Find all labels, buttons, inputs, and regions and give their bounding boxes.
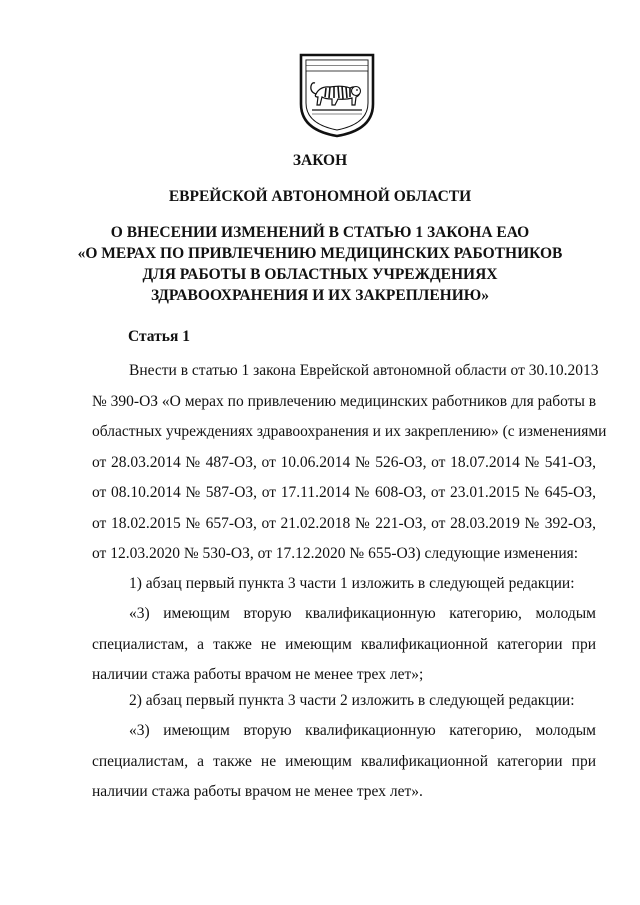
document-type: ЗАКОН bbox=[292, 152, 348, 169]
text-line: Внести в статью 1 закона Еврейской автономной области от 30.10.2013 bbox=[129, 362, 599, 379]
article-heading: Статья 1 bbox=[128, 328, 190, 345]
text-line: № 390-ОЗ «О мерах по привлечению медицинских работников для работы в bbox=[92, 392, 597, 410]
text-line: 1) абзац первый пункта 3 части 1 изложить в следующей редакции: bbox=[129, 575, 575, 592]
text-line: специалистам, а также не имеющим квалификационной категории при bbox=[92, 635, 596, 653]
text-line: наличии стажа работы врачом не менее трех лет»; bbox=[92, 666, 424, 683]
text-line: 2) абзац первый пункта 3 части 2 изложить в следующей редакции: bbox=[129, 692, 575, 709]
text-line: специалистам, а также не имеющим квалификационной категории при bbox=[92, 752, 596, 770]
subject-line: ЗДРАВООХРАНЕНИЯ И ИХ ЗАКРЕПЛЕНИЮ» bbox=[150, 287, 489, 304]
text-line: от 08.10.2014 № 587-ОЗ, от 17.11.2014 № 608-ОЗ, от 23.01.2015 № 645-ОЗ, bbox=[92, 484, 596, 501]
text-line: от 12.03.2020 № 530-ОЗ, от 17.12.2020 № 655-ОЗ) следующие изменения: bbox=[92, 545, 579, 562]
text-line: областных учреждениях здравоохранения и их закреплению» (с изменениями bbox=[92, 423, 607, 440]
subject-line: ДЛЯ РАБОТЫ В ОБЛАСТНЫХ УЧРЕЖДЕНИЯХ bbox=[142, 266, 498, 283]
amendment-quote-1 bbox=[92, 599, 596, 691]
text-line: «3) имеющим вторую квалификационную категорию, молодым bbox=[129, 722, 596, 739]
amendment-item-1 bbox=[92, 569, 596, 600]
region-name: ЕВРЕЙСКОЙ АВТОНОМНОЙ ОБЛАСТИ bbox=[168, 188, 472, 205]
subject-line: «О МЕРАХ ПО ПРИВЛЕЧЕНИЮ МЕДИЦИНСКИХ РАБОТНИКОВ bbox=[77, 245, 563, 262]
text-line: «3) имеющим вторую квалификационную категорию, молодым bbox=[129, 605, 596, 622]
article-intro-paragraph bbox=[92, 356, 607, 570]
text-line: от 18.02.2015 № 657-ОЗ, от 21.02.2018 № 221-ОЗ, от 28.03.2019 № 392-ОЗ, bbox=[92, 514, 596, 532]
subject-line: О ВНЕСЕНИИ ИЗМЕНЕНИЙ В СТАТЬЮ 1 ЗАКОНА ЕАО bbox=[110, 224, 530, 241]
document-subject bbox=[60, 222, 580, 306]
text-line: от 28.03.2014 № 487-ОЗ, от 10.06.2014 № 526-ОЗ, от 18.07.2014 № 541-ОЗ, bbox=[92, 453, 596, 471]
coat-of-arms-icon bbox=[298, 52, 376, 138]
amendment-item-2 bbox=[92, 686, 596, 717]
text-line: наличии стажа работы врачом не менее трех лет». bbox=[92, 783, 423, 800]
amendment-quote-2 bbox=[92, 716, 596, 808]
